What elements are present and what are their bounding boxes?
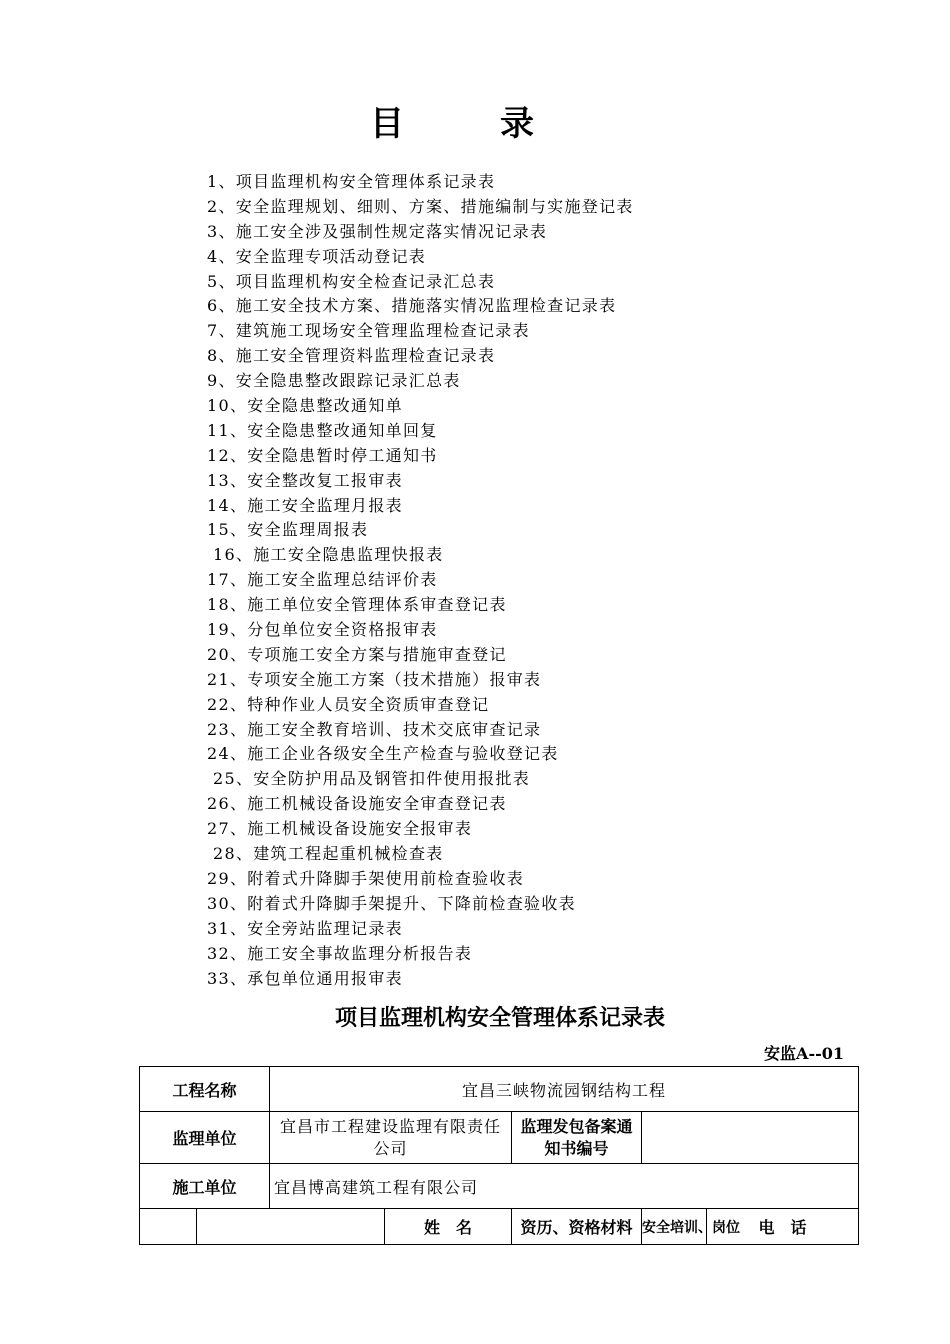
record-form-table [139,1066,859,1245]
toc-item[interactable]: 12、安全隐患暂时停工通知书 [207,445,438,465]
header-name: 姓 名 [385,1209,512,1245]
toc-item[interactable]: 7、建筑施工现场安全管理监理检查记录表 [207,321,530,341]
toc-item[interactable]: 9、安全隐患整改跟踪记录汇总表 [207,371,461,391]
toc-item[interactable]: 21、专项安全施工方案（技术措施）报审表 [207,669,542,689]
toc-item[interactable]: 19、分包单位安全资格报审表 [207,620,438,640]
toc-item[interactable]: 4、安全监理专项活动登记表 [207,246,427,266]
toc-item[interactable]: 29、附着式升降脚手架使用前检查验收表 [207,868,525,888]
toc-item[interactable]: 28、建筑工程起重机械检查表 [213,844,444,864]
toc-item[interactable]: 31、安全旁站监理记录表 [207,918,403,938]
contractor-label: 施工单位 [140,1164,270,1209]
toc-item[interactable]: 15、安全监理周报表 [207,520,369,540]
supervisor-row [140,1112,859,1164]
toc-item[interactable]: 24、施工企业各级安全生产检查与验收登记表 [207,744,559,764]
contractor-row [140,1164,859,1209]
project-name-label: 工程名称 [140,1067,270,1112]
toc-item[interactable]: 8、施工安全管理资料监理检查记录表 [207,346,496,366]
toc-item[interactable]: 16、施工安全隐患监理快报表 [213,545,444,565]
toc-item[interactable]: 3、施工安全涉及强制性规定落实情况记录表 [207,221,548,241]
notice-number-label: 监理发包备案通知书编号 [512,1112,642,1164]
toc-item[interactable]: 13、安全整改复工报审表 [207,470,403,490]
toc-item[interactable]: 20、专项施工安全方案与措施审查登记 [207,644,507,664]
toc-item[interactable]: 33、承包单位通用报审表 [207,968,403,988]
toc-item[interactable]: 5、项目监理机构安全检查记录汇总表 [207,271,496,291]
toc-item[interactable]: 25、安全防护用品及钢管扣件使用报批表 [213,769,531,789]
toc-item[interactable]: 27、施工机械设备设施安全报审表 [207,819,473,839]
header-phone: 电 话 [707,1209,859,1245]
project-row [140,1067,859,1112]
toc-item[interactable]: 10、安全隐患整改通知单 [207,396,403,416]
header-training: 安全培训、岗位 [642,1209,707,1245]
supervisor-label: 监理单位 [140,1112,270,1164]
contractor-value[interactable]: 宜昌博高建筑工程有限公司 [270,1164,859,1209]
toc-item[interactable]: 18、施工单位安全管理体系审查登记表 [207,595,507,615]
toc-item[interactable]: 22、特种作业人员安全资质审查登记 [207,694,490,714]
personnel-header-row [140,1209,859,1245]
form-title: 项目监理机构安全管理体系记录表 [334,1005,665,1031]
header-blank-2 [197,1209,385,1245]
notice-number-value[interactable] [642,1112,859,1164]
project-name-value[interactable]: 宜昌三峡物流园钢结构工程 [270,1067,859,1112]
supervisor-value[interactable]: 宜昌市工程建设监理有限责任公司 [270,1112,512,1164]
form-code: 安监A--01 [764,1044,844,1063]
toc-item[interactable]: 17、施工安全监理总结评价表 [207,570,438,590]
toc-title: 目录 [370,104,630,144]
header-qualification: 资历、资格材料 [512,1209,642,1245]
toc-item[interactable]: 6、施工安全技术方案、措施落实情况监理检查记录表 [207,296,617,316]
toc-item[interactable]: 1、项目监理机构安全管理体系记录表 [207,172,496,191]
toc-item[interactable]: 26、施工机械设备设施安全审查登记表 [207,794,507,814]
header-blank-1 [140,1209,197,1245]
toc-item[interactable]: 32、施工安全事故监理分析报告表 [207,943,473,963]
toc-item[interactable]: 2、安全监理规划、细则、方案、措施编制与实施登记表 [207,196,634,216]
toc-item[interactable]: 14、施工安全监理月报表 [207,495,403,515]
toc-item[interactable]: 23、施工安全教育培训、技术交底审查记录 [207,719,542,739]
toc-item[interactable]: 11、安全隐患整改通知单回复 [207,420,438,440]
toc-item[interactable]: 30、附着式升降脚手架提升、下降前检查验收表 [207,893,576,913]
toc-list [207,170,634,991]
